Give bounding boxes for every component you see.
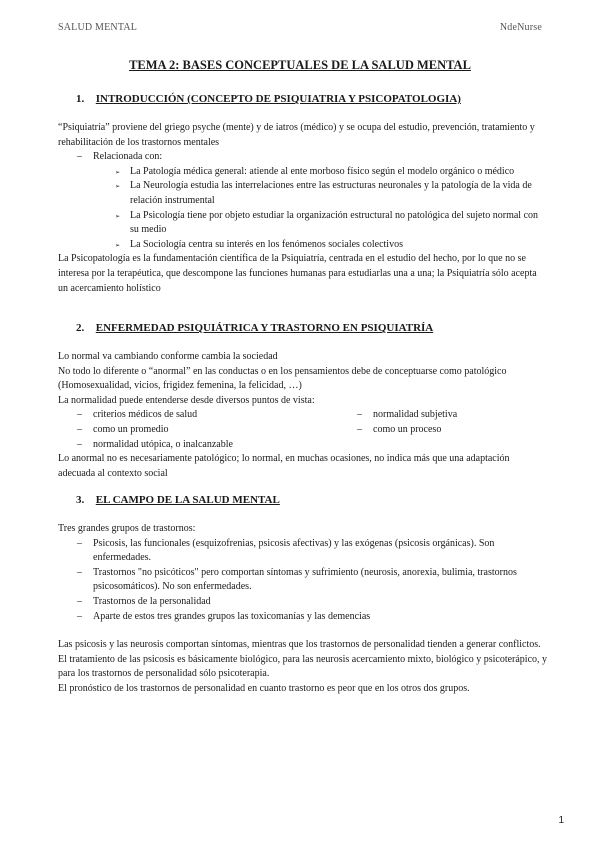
section-1-body <box>58 121 548 296</box>
running-header-left: SALUD MENTAL <box>58 22 138 33</box>
list-item: ➢ La Sociología centra su interés en los fenómenos sociales colectivos <box>58 238 548 253</box>
paragraph: El tratamiento de las psicosis es básicamente biológico, para las neurosis acercamiento mixto, biológico y psicoterápico, y para los trastornos de personalidad sólo psicoterapia. <box>58 653 548 680</box>
paragraph: Las psicosis y las neurosis comportan síntomas, mientras que los trastornos de personalidad tienden a generar conflictos. <box>58 639 541 651</box>
arrow-list <box>58 165 548 253</box>
paragraph: Lo normal va cambiando conforme cambia la sociedad <box>58 351 278 362</box>
page-number: 1 <box>558 815 564 826</box>
list-item: ➢ La Neurología estudia las interrelaciones entre las estructuras neuronales y la patología de la vida de relación instrumental <box>58 179 548 208</box>
section-number: 3. <box>76 494 85 506</box>
section-number: 2. <box>76 322 85 334</box>
paragraph: El pronóstico de los trastornos de personalidad en cuanto trastorno es peor que en los otros dos grupos. <box>58 682 470 694</box>
list-item: – como un promedio <box>58 423 338 438</box>
list-item: – Aparte de estos tres grandes grupos las toxicomanías y las demencias <box>58 610 548 625</box>
section-title: ENFERMEDAD PSIQUIÁTRICA Y TRASTORNO EN PSIQUIATRÍA <box>95 322 434 334</box>
section-2-body <box>58 350 548 481</box>
document-title: TEMA 2: BASES CONCEPTUALES DE LA SALUD MENTAL <box>129 58 471 72</box>
paragraph: La normalidad puede entenderse desde diversos puntos de vista: <box>58 394 315 406</box>
dash-list <box>58 537 548 625</box>
paragraph: La Psicopatología es la fundamentación científica de la Psiquiatría, centrada en el estudio del hecho, por lo que no se interesa por la terapéutica, que descompone las funciones humanas para estudiarlas una a una; la Psiquiatría sólo acepta un acercamiento holístico <box>58 253 537 294</box>
list-item: ➢ La Psicología tiene por objeto estudiar la organización estructural no patológica del sujeto normal con su medio <box>58 209 548 238</box>
list-item-label: Relacionada con: <box>93 151 163 163</box>
list-item: – Trastornos "no psicóticos" pero comportan síntomas y sufrimiento (neurosis, anorexia, bulimia, trastornos psicosomáticos). No son enfermedades. <box>58 566 548 595</box>
list-item: – normalidad subjetiva <box>338 408 548 423</box>
list-item: ➢ La Patología médica general: atiende al ente morboso físico según el modelo orgánico o médico <box>58 165 548 180</box>
section-3-heading <box>76 494 280 506</box>
paragraph: Tres grandes grupos de trastornos: <box>58 523 196 534</box>
list-item: – criterios médicos de salud <box>58 408 338 423</box>
list-item: – Psicosis, las funcionales (esquizofrenias, psicosis afectivas) y las exógenas (psicosis orgánicas). Son enfermedades. <box>58 537 548 566</box>
running-header-right: NdeNurse <box>499 22 542 33</box>
list-item: – como un proceso <box>338 423 548 438</box>
list-item: – normalidad utópica, o inalcanzable <box>58 438 338 453</box>
list-item <box>58 150 548 252</box>
dash-list <box>58 150 548 252</box>
section-title: INTRODUCCIÓN (CONCEPTO DE PSIQUIATRIA Y PSICOPATOLOGIA) <box>95 93 461 105</box>
paragraph: “Psiquiatría” proviene del griego psyche (mente) y de iatros (médico) y se ocupa del estudio, prevención, tratamiento y rehabilitación de los trastornos mentales <box>58 122 535 148</box>
section-title: EL CAMPO DE LA SALUD MENTAL <box>95 494 280 506</box>
paragraph: No todo lo diferente o “anormal” en las conductas o en los pensamientos debe de conceptuarse como patológico (Homosexualidad, vicios, frigidez femenina, la felicidad, …) <box>58 365 507 392</box>
section-3-body <box>58 522 548 697</box>
section-1-heading <box>76 93 461 105</box>
section-number: 1. <box>76 93 85 105</box>
list-item: – Trastornos de la personalidad <box>58 595 548 610</box>
viewpoints-list <box>58 408 548 452</box>
section-2-heading <box>76 322 433 334</box>
paragraph: Lo anormal no es necesariamente patológico; lo normal, en muchas ocasiones, no indica más que una adaptación adecuada al contexto social <box>58 453 510 479</box>
